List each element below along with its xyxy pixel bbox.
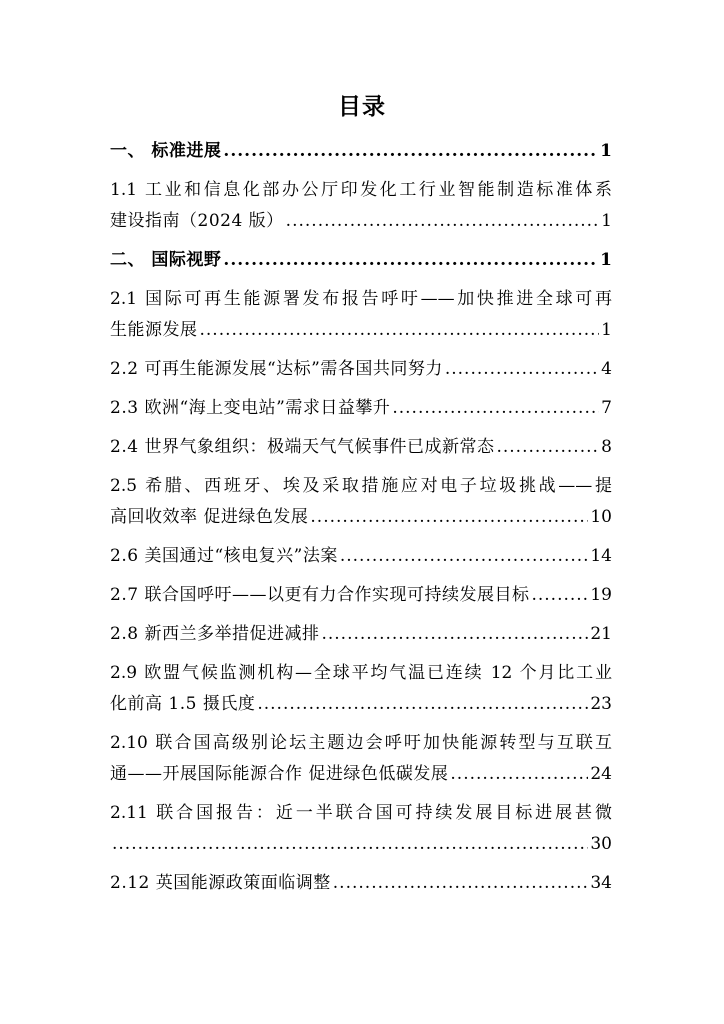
toc-entry-title: 2.8 新西兰多举措促进减排 <box>110 624 320 644</box>
toc-entry-title-line1: 2.10 联合国高级别论坛主题边会呼吁加快能源转型与互联互 <box>110 733 612 753</box>
dot-leader <box>450 762 588 786</box>
dot-leader <box>112 832 588 856</box>
dot-leader <box>200 318 600 342</box>
toc-entry-title-line2: 化前高 1.5 摄氏度 <box>110 694 256 714</box>
toc-page-number: 1 <box>600 141 612 161</box>
toc-page-number: 19 <box>590 585 612 605</box>
dot-leader <box>223 248 598 272</box>
toc-entry-title-line1: 2.9 欧盟气候监测机构—全球平均气温已连续 12 个月比工业 <box>110 663 612 683</box>
toc-entry-title: 2.2 可再生能源发展“达标”需各国共同努力 <box>110 359 443 379</box>
toc-entry-title: 2.3 欧洲“海上变电站”需求日益攀升 <box>110 398 391 418</box>
dot-leader <box>321 622 588 646</box>
toc-entry-title-line1: 2.1 国际可再生能源署发布报告呼吁——加快推进全球可再 <box>110 289 612 309</box>
toc-entry-title: 2.7 联合国呼吁——以更有力合作实现可持续发展目标 <box>110 585 530 605</box>
toc-page-number: 8 <box>601 437 612 457</box>
dot-leader <box>257 692 588 716</box>
toc-page-number: 34 <box>590 873 612 893</box>
toc-entry-title: 2.6 美国通过“核电复兴”法案 <box>110 546 338 566</box>
toc-page-number: 1 <box>601 320 612 340</box>
dot-leader <box>340 544 589 568</box>
toc-entry-2-1[interactable] <box>110 280 612 342</box>
dot-leader <box>310 505 588 529</box>
toc-title: 目录 <box>338 93 386 120</box>
toc-page-number: 24 <box>590 764 612 784</box>
toc-entry-title: 二、 国际视野 <box>110 250 222 270</box>
toc-page-number: 14 <box>590 546 612 566</box>
toc-entry-2-8[interactable] <box>110 615 612 646</box>
table-of-contents <box>110 132 612 895</box>
toc-page-number: 7 <box>601 398 612 418</box>
toc-entry-title-line1: 2.11 联合国报告：近一半联合国可持续发展目标进展甚微 <box>110 803 612 823</box>
dot-leader <box>286 209 600 233</box>
toc-entry-section-2[interactable] <box>110 241 612 272</box>
dot-leader <box>223 139 598 163</box>
toc-entry-title: 2.12 英国能源政策面临调整 <box>110 873 331 893</box>
dot-leader <box>531 583 588 607</box>
toc-page-number: 1 <box>600 250 612 270</box>
toc-entry-2-11[interactable] <box>110 794 612 856</box>
toc-entry-2-4[interactable] <box>110 428 612 459</box>
toc-entry-title-line2: 通——开展国际能源合作 促进绿色低碳发展 <box>110 764 449 784</box>
toc-entry-title-line2: 建设指南（2024 版） <box>110 211 284 231</box>
toc-page-number: 10 <box>590 507 612 527</box>
toc-page-number: 1 <box>601 211 612 231</box>
toc-page-number: 4 <box>601 359 612 379</box>
dot-leader <box>496 435 599 459</box>
toc-entry-title: 一、 标准进展 <box>110 141 222 161</box>
toc-entry-title: 2.4 世界气象组织：极端天气气候事件已成新常态 <box>110 437 495 457</box>
toc-entry-2-10[interactable] <box>110 724 612 786</box>
toc-entry-2-6[interactable] <box>110 537 612 568</box>
toc-entry-title-line2: 生能源发展 <box>110 320 198 340</box>
toc-entry-2-7[interactable] <box>110 576 612 607</box>
dot-leader <box>392 396 599 420</box>
toc-entry-1-1[interactable] <box>110 171 612 233</box>
toc-entry-2-2[interactable] <box>110 350 612 381</box>
dot-leader <box>333 871 589 895</box>
toc-entry-section-1[interactable] <box>110 132 612 163</box>
toc-entry-title-line1: 1.1 工业和信息化部办公厅印发化工行业智能制造标准体系 <box>110 180 612 200</box>
toc-page-number: 23 <box>590 694 612 714</box>
toc-entry-2-9[interactable] <box>110 654 612 716</box>
toc-entry-2-3[interactable] <box>110 389 612 420</box>
dot-leader <box>445 357 599 381</box>
toc-entry-title-line2: 高回收效率 促进绿色发展 <box>110 507 309 527</box>
toc-entry-2-5[interactable] <box>110 467 612 529</box>
toc-entry-title-line1: 2.5 希腊、西班牙、埃及采取措施应对电子垃圾挑战——提 <box>110 476 612 496</box>
toc-page-number: 21 <box>590 624 612 644</box>
toc-page-number: 30 <box>590 834 612 854</box>
toc-entry-2-12[interactable] <box>110 864 612 895</box>
